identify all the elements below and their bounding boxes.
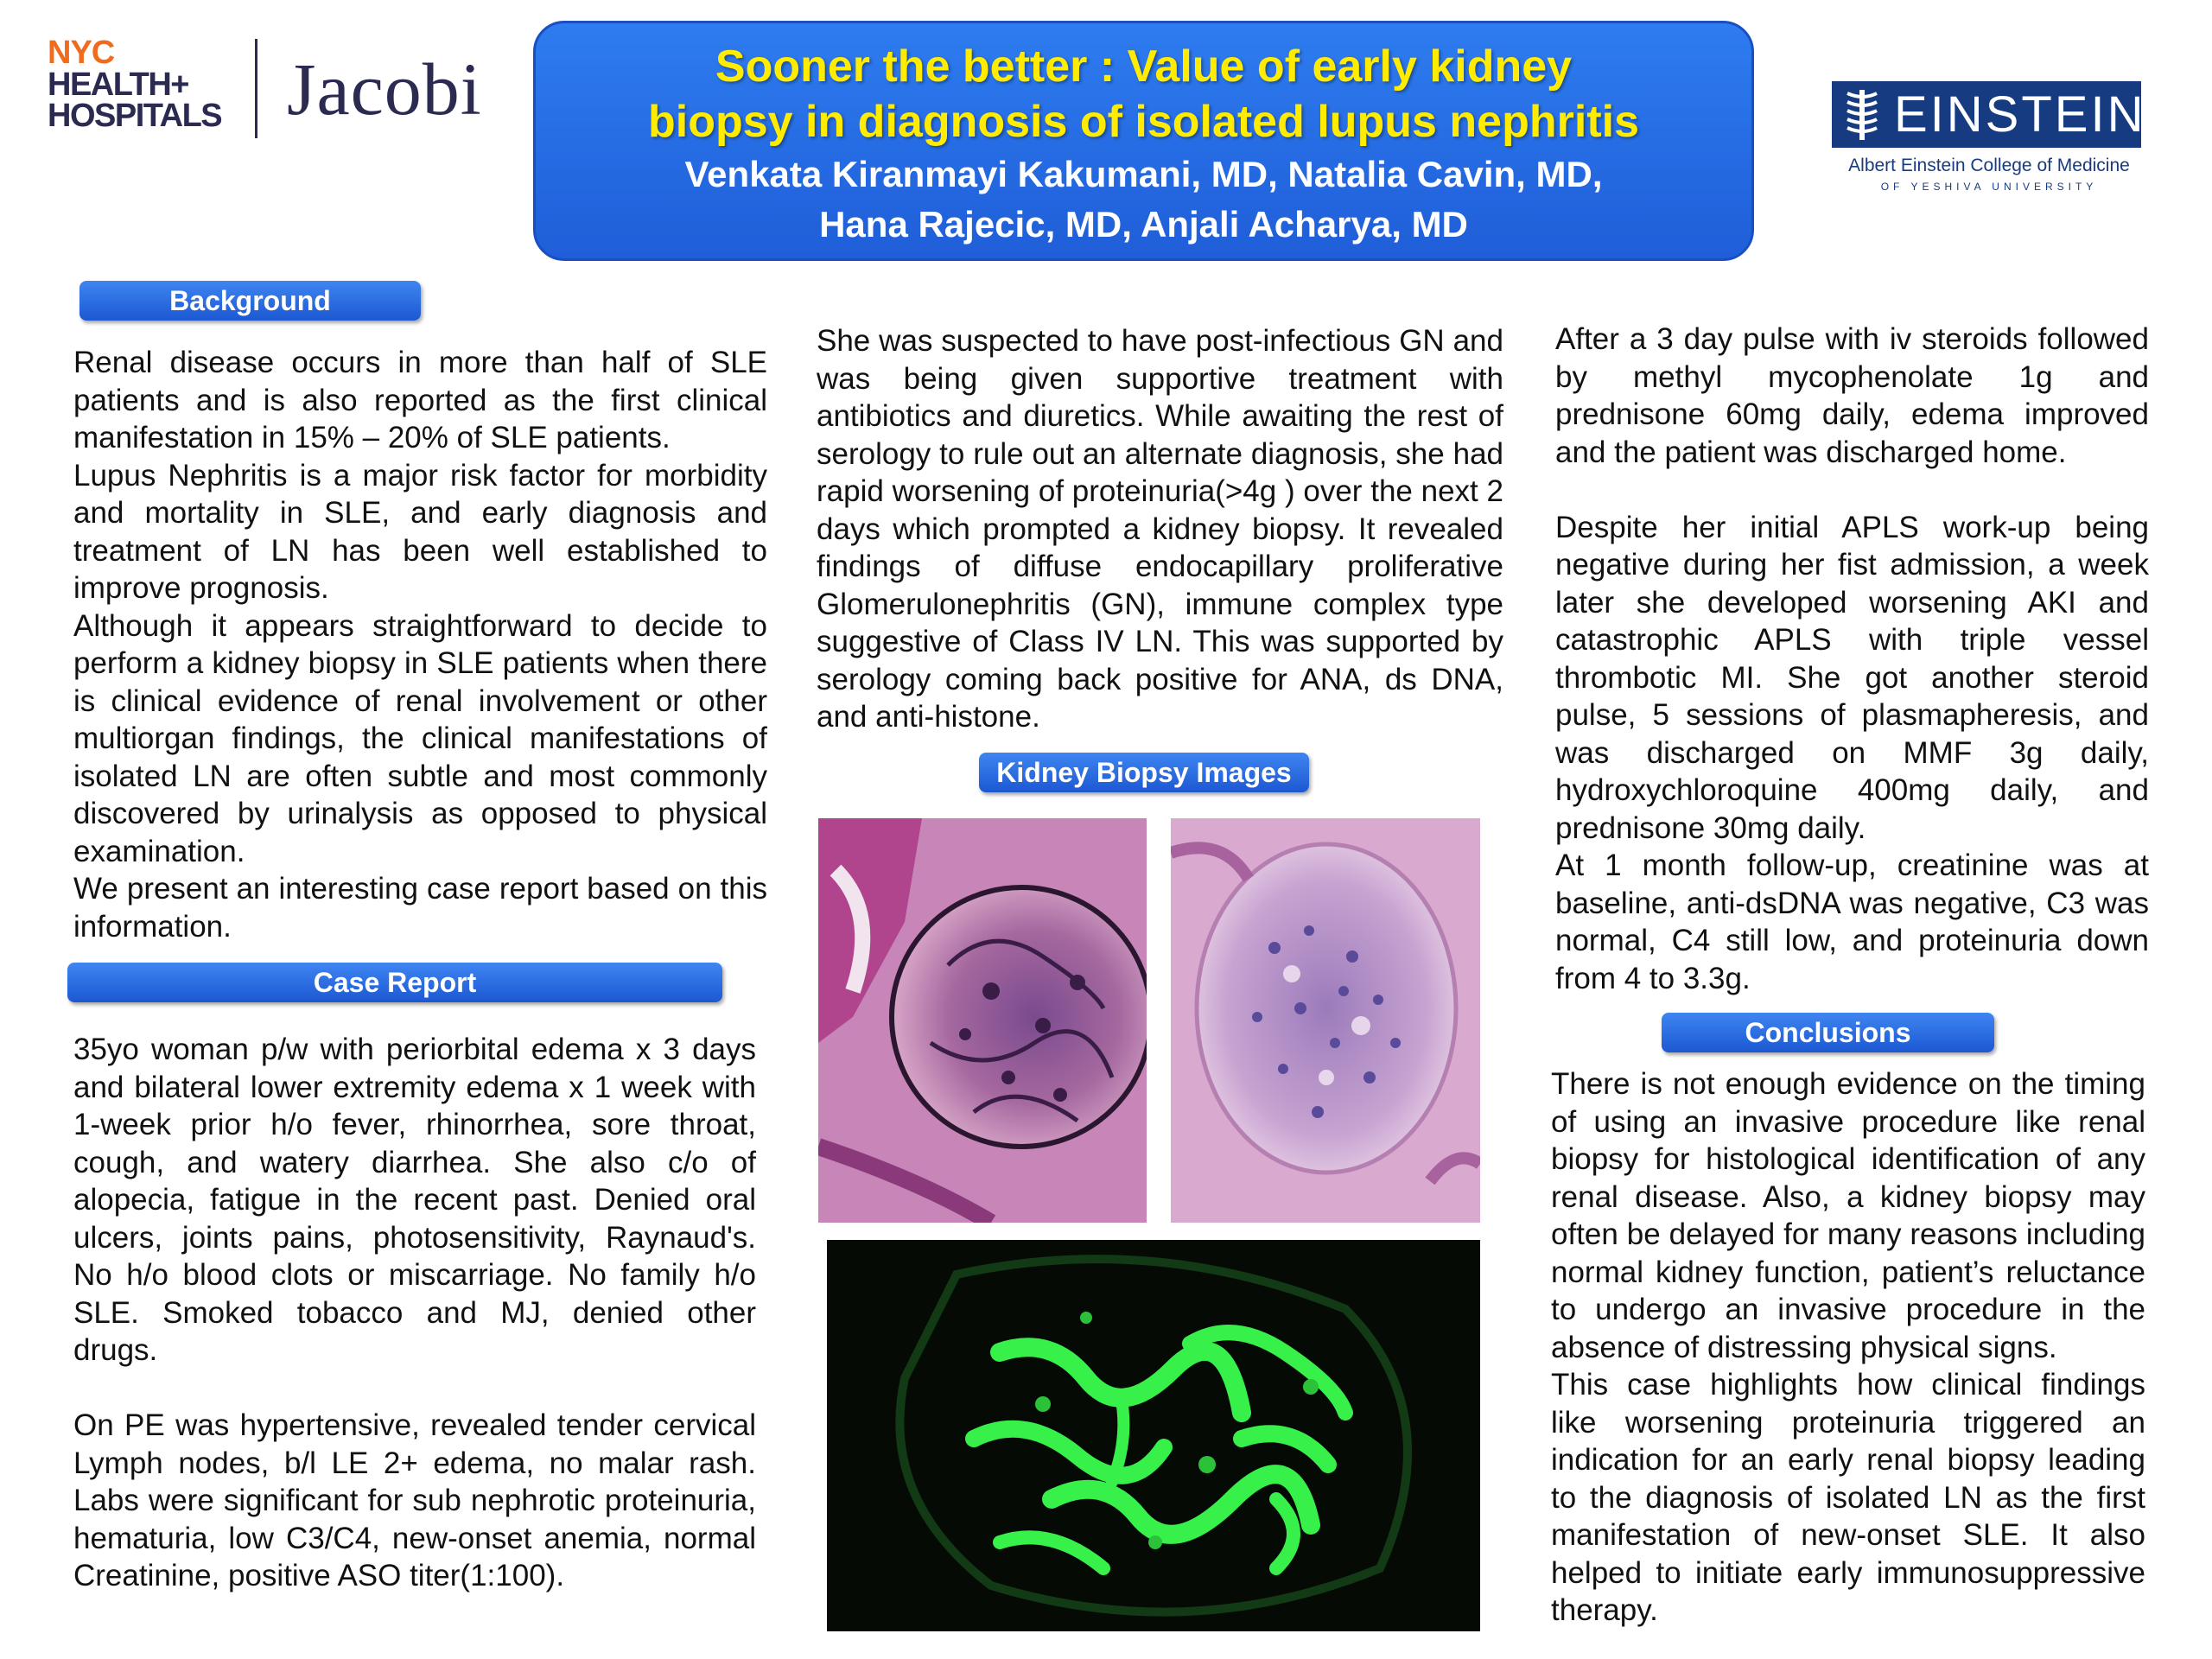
kidney-biopsy-images-heading: Kidney Biopsy Images bbox=[979, 753, 1309, 792]
einstein-logo bbox=[1832, 81, 2146, 148]
background-paragraph: Renal disease occurs in more than half of SLE patients and is also reported as the first clinical manifestation in 15% – 20% of SLE patients. bbox=[73, 346, 767, 454]
logo-divider bbox=[255, 39, 257, 138]
biopsy-image-silver-stain bbox=[818, 818, 1147, 1223]
authors-line1: Venkata Kiranmayi Kakumani, MD, Natalia Cavin, MD, bbox=[684, 154, 1603, 194]
jacobi-logo: Jacobi bbox=[287, 48, 482, 130]
logo-nyc-text: NYC bbox=[48, 35, 115, 71]
logo-health-text: HEALTH+ bbox=[48, 67, 188, 103]
background-heading: Background bbox=[79, 281, 421, 321]
background-paragraph: We present an interesting case report based on this information. bbox=[73, 872, 767, 944]
conclusions-paragraph: This case highlights how clinical findings like worsening proteinuria triggered an indication for an early renal biopsy leading to the diagnosis of isolated LN as the first manifestation of new-onset SLE. It also helped to initiate early immunosuppressive therapy. bbox=[1551, 1368, 2145, 1627]
case-report-heading: Case Report bbox=[67, 963, 722, 1002]
biopsy-image-pas-stain bbox=[1171, 818, 1480, 1223]
poster-title-line1: Sooner the better : Value of early kidney bbox=[715, 41, 1573, 92]
background-paragraph: Although it appears straightforward to decide to perform a kidney biopsy in SLE patients when there is clinical evidence of renal involvement or other multiorgan findings, the clinical manifestations of isolated LN are often subtle and most commonly discovered by urinalysis as opposed to physical examination. bbox=[73, 608, 767, 868]
einstein-wordmark: EINSTEIN bbox=[1894, 86, 2146, 143]
case-report-text bbox=[73, 1031, 756, 1595]
title-banner bbox=[533, 21, 1754, 261]
treatment-paragraph: After a 3 day pulse with iv steroids followed by methyl mycophenolate 1g and prednisone 60mg daily, edema improved and the patient was discharged home. bbox=[1555, 322, 2149, 469]
biopsy-image-immunofluorescence bbox=[827, 1240, 1480, 1631]
treatment-text bbox=[1555, 321, 2149, 997]
background-paragraph: Lupus Nephritis is a major risk factor for morbidity and mortality in SLE, and early diagnosis and treatment of LN has been well established to improve prognosis. bbox=[73, 458, 767, 605]
case-report-paragraph: 35yo woman p/w with periorbital edema x 3 days and bilateral lower extremity edema x 1 week with 1-week prior h/o fever, rhinorrhea, sore throat, cough, and watery diarrhea. She also c/o of alopecia, fatigue in the recent past. Denied oral ulcers, joints pains, photosensitivity, Raynaud's. No h/o blood clots or miscarriage. No family h/o SLE. Smoked tobacco and MJ, denied other drugs. bbox=[73, 1033, 756, 1367]
poster-title-line2: biopsy in diagnosis of isolated lupus nephritis bbox=[648, 97, 1639, 147]
einstein-emblem-icon bbox=[1842, 88, 1882, 142]
treatment-paragraph: At 1 month follow-up, creatinine was at baseline, anti-dsDNA was negative, C3 was normal, C4 still low, and proteinuria down from 4 to 3.3g. bbox=[1555, 849, 2149, 995]
einstein-college-name: Albert Einstein College of Medicine bbox=[1848, 156, 2130, 175]
case-continued-text bbox=[817, 322, 1503, 736]
conclusions-heading: Conclusions bbox=[1662, 1013, 1994, 1052]
case-report-paragraph: On PE was hypertensive, revealed tender cervical Lymph nodes, b/l LE 2+ edema, no malar rash. Labs were significant for sub nephrotic proteinuria, hematuria, low C3/C4, new-onset anemia, normal Creatinine, positive ASO titer(1:100). bbox=[73, 1408, 756, 1592]
case-continued-paragraph: She was suspected to have post-infectious GN and was being given supportive treatment with antibiotics and diuretics. While awaiting the rest of serology to rule out an alternate diagnosis, she had rapid worsening of proteinuria(>4g ) over the next 2 days which prompted a kidney biopsy. It revealed findings of diffuse endocapillary proliferative Glomerulonephritis (GN), immune complex type suggestive of Class IV LN. This was supported by serology coming back positive for ANA, ds DNA, and anti-histone. bbox=[817, 324, 1503, 734]
background-text bbox=[73, 344, 767, 945]
conclusions-text bbox=[1551, 1065, 2145, 1630]
authors-line2: Hana Rajecic, MD, Anjali Acharya, MD bbox=[819, 204, 1468, 245]
logo-hospitals-text: HOSPITALS bbox=[48, 98, 222, 134]
treatment-paragraph: Despite her initial APLS work-up being negative during her fist admission, a week later she developed worsening AKI and catastrophic APLS with triple vessel thrombotic MI. She got another steroid pulse, 5 sessions of plasmapheresis, and was discharged on MMF 3g daily, hydroxychloroquine 400mg daily, and prednisone 30mg daily. bbox=[1555, 510, 2149, 845]
nyc-health-hospitals-logo bbox=[48, 35, 233, 134]
conclusions-paragraph: There is not enough evidence on the timing of using an invasive procedure like renal biopsy for histological identification of any renal disease. Also, a kidney biopsy may often be delayed for many reasons including normal kidney function, patient’s reluctance to undergo an invasive procedure in the absence of distressing physical signs. bbox=[1551, 1067, 2145, 1364]
einstein-university-name: OF YESHIVA UNIVERSITY bbox=[1880, 181, 2098, 193]
